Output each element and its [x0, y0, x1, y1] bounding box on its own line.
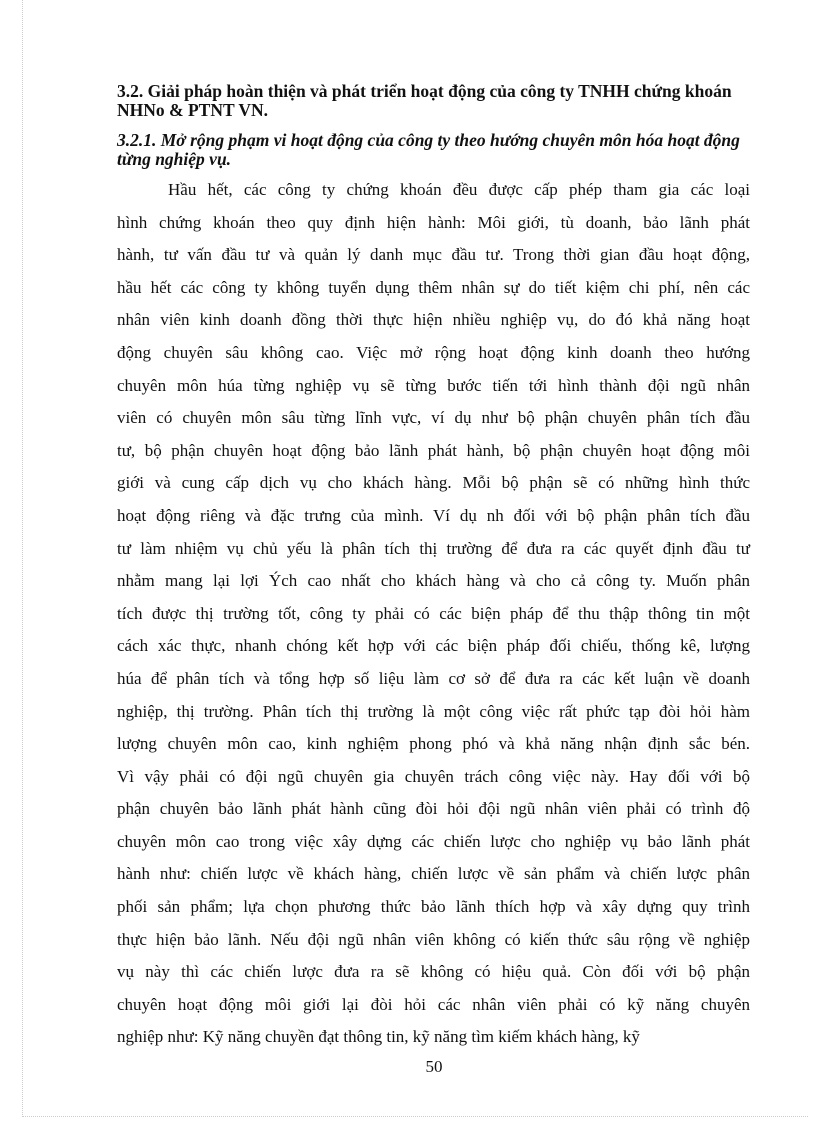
section-heading: 3.2. Giải pháp hoàn thiện và phát triển hoạt động của công ty TNHH chứng khoán NHNo & PTNT VN.	[117, 81, 732, 120]
text-line: tư, bộ phận chuyên hoạt động bảo lãnh phát hành, bộ phận chuyên hoạt động môi	[117, 440, 750, 460]
text-line: chuyên môn cao trong việc xây dựng các chiến lược cho nghiệp vụ bảo lãnh phát	[117, 831, 750, 851]
text-line: cách xác thực, nhanh chóng kết hợp với các biện pháp đối chiếu, thống kê, lượng	[117, 636, 750, 656]
text-line: hoạt động riêng và đặc trưng của mình. Ví dụ nh đối với bộ phận phân tích đầu	[117, 505, 750, 525]
text-line: hành, tư vấn đầu tư và quản lý danh mục đầu tư. Trong thời gian đầu hoạt động,	[117, 245, 750, 265]
text-line: hình chứng khoán theo quy định hiện hành: Môi giới, tù doanh, bảo lãnh phát	[117, 212, 750, 232]
text-line: húa để phân tích và tổng hợp số liệu làm cơ sở để đưa ra các kết luận về doanh	[117, 668, 750, 688]
text-line: chuyên môn húa từng nghiệp vụ sẽ từng bước tiến tới hình thành đội ngũ nhân	[117, 375, 750, 395]
text-line: Vì vậy phải có đội ngũ chuyên gia chuyên trách công việc này. Hay đối với bộ	[117, 766, 750, 786]
text-line: hầu hết các công ty không tuyển dụng thêm nhân sự do tiết kiệm chi phí, nên các	[117, 277, 750, 297]
text-line: viên có chuyên môn sâu từng lĩnh vực, ví dụ như bộ phận chuyên phân tích đầu	[117, 408, 750, 428]
text-line: nhằm mang lại lợi Ých cao nhất cho khách hàng và cho cả công ty. Muốn phân	[117, 571, 750, 591]
text-line: Hầu hết, các công ty chứng khoán đều được cấp phép tham gia các loại	[168, 180, 750, 199]
text-line: chuyên hoạt động môi giới lại đòi hỏi các nhân viên phải có kỹ năng chuyên	[117, 994, 750, 1014]
text-line: tích được thị trường tốt, công ty phải có các biện pháp để thu thập thông tin một	[117, 603, 750, 623]
text-line: lượng chuyên môn cao, kinh nghiệm phong phó và khả năng nhận định sắc bén.	[117, 734, 750, 754]
text-line: vụ này thì các chiến lược đưa ra sẽ không có hiệu quả. Còn đối với bộ phận	[117, 962, 750, 982]
text-line: nhân viên kinh doanh đồng thời thực hiện nhiều nghiệp vụ, do đó khả năng hoạt	[117, 310, 750, 330]
text-line: động chuyên sâu không cao. Việc mở rộng hoạt động kinh doanh theo hướng	[117, 342, 750, 362]
subsection-heading: 3.2.1. Mở rộng phạm vi hoạt động của công ty theo hướng chuyên môn hóa hoạt động từng nghiệp vụ.	[117, 130, 740, 169]
text-line: giới và cung cấp dịch vụ cho khách hàng. Mỗi bộ phận sẽ có những hình thức	[117, 473, 750, 493]
text-line: phối sản phẩm; lựa chọn phương thức bảo lãnh thích hợp và xây dựng quy trình	[117, 897, 750, 917]
body-paragraph	[117, 177, 750, 1057]
page-number: 50	[425, 1057, 443, 1076]
text-line: thực hiện bảo lãnh. Nếu đội ngũ nhân viên không có kiến thức sâu rộng về nghiệp	[117, 929, 750, 949]
text-line: nghiệp như: Kỹ năng chuyền đạt thông tin, kỹ năng tìm kiếm khách hàng, kỹ	[117, 1027, 640, 1047]
text-line: phận chuyên bảo lãnh phát hành cũng đòi hỏi đội ngũ nhân viên phải có trình độ	[117, 799, 750, 819]
text-line: tư làm nhiệm vụ chủ yếu là phân tích thị trường để đưa ra các quyết định đầu tư	[117, 538, 750, 558]
text-line: hành như: chiến lược về khách hàng, chiến lược về sản phẩm và chiến lược phân	[117, 864, 750, 884]
text-line: nghiệp, thị trường. Phân tích thị trường là một công việc rất phức tạp đòi hỏi hàm	[117, 701, 750, 721]
